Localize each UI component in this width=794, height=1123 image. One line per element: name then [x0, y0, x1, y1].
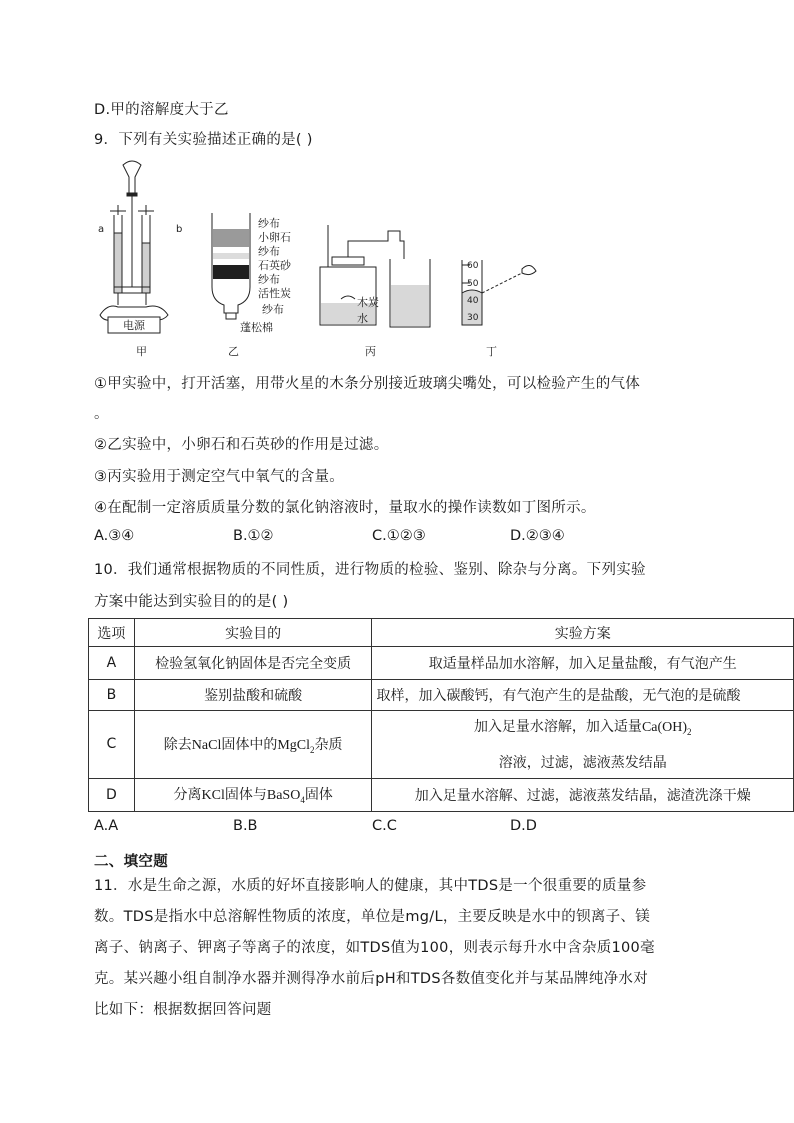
q10-option-c: C.C — [372, 818, 397, 834]
q11-line-1: 11．水是生命之源，水质的好坏直接影响人的健康，其中TDS是一个很重要的质量参 — [94, 878, 647, 894]
label-b: b — [176, 224, 183, 235]
caption-jia: 甲 — [136, 345, 147, 358]
table-row — [89, 647, 794, 680]
q9-stem: 9．下列有关实验描述正确的是( ) — [94, 132, 313, 148]
caption-ding: 丁 — [486, 345, 497, 358]
row-d-option: D — [89, 778, 135, 811]
caption-yi: 乙 — [228, 345, 239, 358]
q10-stem-1: 10．我们通常根据物质的不同性质，进行物质的检验、鉴别、除杂与分离。下列实验 — [94, 562, 646, 578]
q9-figures — [90, 155, 550, 360]
header-plan: 实验方案 — [372, 619, 794, 647]
table-row — [89, 711, 794, 779]
svg-text:50: 50 — [467, 279, 479, 289]
q9-statement-4: ④在配制一定溶质质量分数的氯化钠溶液时，量取水的操作读数如丁图所示。 — [94, 500, 596, 516]
row-b-plan: 取样，加入碳酸钙，有气泡产生的是盐酸，无气泡的是硫酸 — [372, 680, 794, 711]
q9-statement-1: ①甲实验中，打开活塞，用带火星的木条分别接近玻璃尖嘴处，可以检验产生的气体 — [94, 376, 641, 392]
q10-table — [88, 618, 794, 812]
row-c-option: C — [89, 711, 135, 779]
svg-text:纱布: 纱布 — [258, 273, 280, 286]
fig-bing-oxygen-test — [320, 225, 430, 327]
svg-text:小卵石: 小卵石 — [258, 231, 291, 244]
section-title: 二、填空题 — [94, 854, 168, 870]
label-water: 水 — [357, 312, 368, 325]
header-goal: 实验目的 — [134, 619, 372, 647]
q9-statement-1-end: 。 — [94, 406, 109, 422]
q11-line-4: 克。某兴趣小组自制净水器并测得净水前后pH和TDS各数值变化并与某品牌纯净水对 — [94, 971, 649, 987]
row-a-goal: 检验氢氧化钠固体是否完全变质 — [134, 647, 372, 680]
q10-option-d: D.D — [510, 818, 537, 834]
caption-bing: 丙 — [365, 345, 376, 358]
svg-text:活性炭: 活性炭 — [258, 287, 291, 300]
svg-text:纱布: 纱布 — [262, 303, 284, 316]
q9-option-a: A.③④ — [94, 528, 135, 544]
q10-option-b: B.B — [233, 818, 258, 834]
table-row — [89, 778, 794, 811]
header-option: 选项 — [89, 619, 135, 647]
label-power: 电源 — [123, 319, 145, 332]
label-a: a — [98, 224, 105, 235]
svg-text:30: 30 — [467, 313, 479, 323]
fig-jia-electrolysis — [100, 161, 168, 333]
q11-line-3: 离子、钠离子、钾离子等离子的浓度，如TDS值为100，则表示每升水中含杂质100毫 — [94, 940, 655, 956]
svg-text:石英砂: 石英砂 — [258, 259, 291, 272]
fig-yi-water-filter — [212, 213, 250, 319]
row-c-goal: 除去NaCl固体中的MgCl$_2$杂质 — [134, 711, 372, 779]
row-c-plan: 加入足量水溶解，加入适量$Ca(OH)_2$ 溶液，过滤，滤液蒸发结晶 — [372, 711, 794, 779]
table-row — [89, 680, 794, 711]
q9-option-b: B.①② — [233, 528, 274, 544]
svg-text:60: 60 — [467, 261, 479, 271]
q11-line-5: 比如下：根据数据回答问题 — [94, 1002, 272, 1018]
q10-option-a: A.A — [94, 818, 119, 834]
row-a-plan: 取适量样品加水溶解，加入足量盐酸，有气泡产生 — [372, 647, 794, 680]
q9-statement-2: ②乙实验中，小卵石和石英砂的作用是过滤。 — [94, 437, 389, 453]
q8-option-d: D.甲的溶解度大于乙 — [94, 102, 229, 118]
q9-statement-3: ③丙实验用于测定空气中氧气的含量。 — [94, 469, 345, 485]
svg-text:蓬松棉: 蓬松棉 — [240, 321, 273, 334]
table-header-row — [89, 619, 794, 647]
row-b-goal: 鉴别盐酸和硫酸 — [134, 680, 372, 711]
q9-option-d: D.②③④ — [510, 528, 565, 544]
q11-line-2: 数。TDS是指水中总溶解性物质的浓度，单位是mg/L，主要反映是水中的钡离子、镁 — [94, 909, 651, 925]
svg-text:纱布: 纱布 — [258, 245, 280, 258]
row-d-goal: 分离KCl固体与BaSO$_4$固体 — [134, 778, 372, 811]
svg-text:纱布: 纱布 — [258, 217, 280, 230]
row-b-option: B — [89, 680, 135, 711]
row-d-plan: 加入足量水溶解、过滤，滤液蒸发结晶，滤渣洗涤干燥 — [372, 778, 794, 811]
svg-text:40: 40 — [467, 296, 479, 306]
q10-stem-2: 方案中能达到实验目的的是( ) — [94, 594, 289, 610]
row-a-option: A — [89, 647, 135, 680]
label-charcoal: 木炭 — [357, 296, 379, 309]
q9-option-c: C.①②③ — [372, 528, 426, 544]
